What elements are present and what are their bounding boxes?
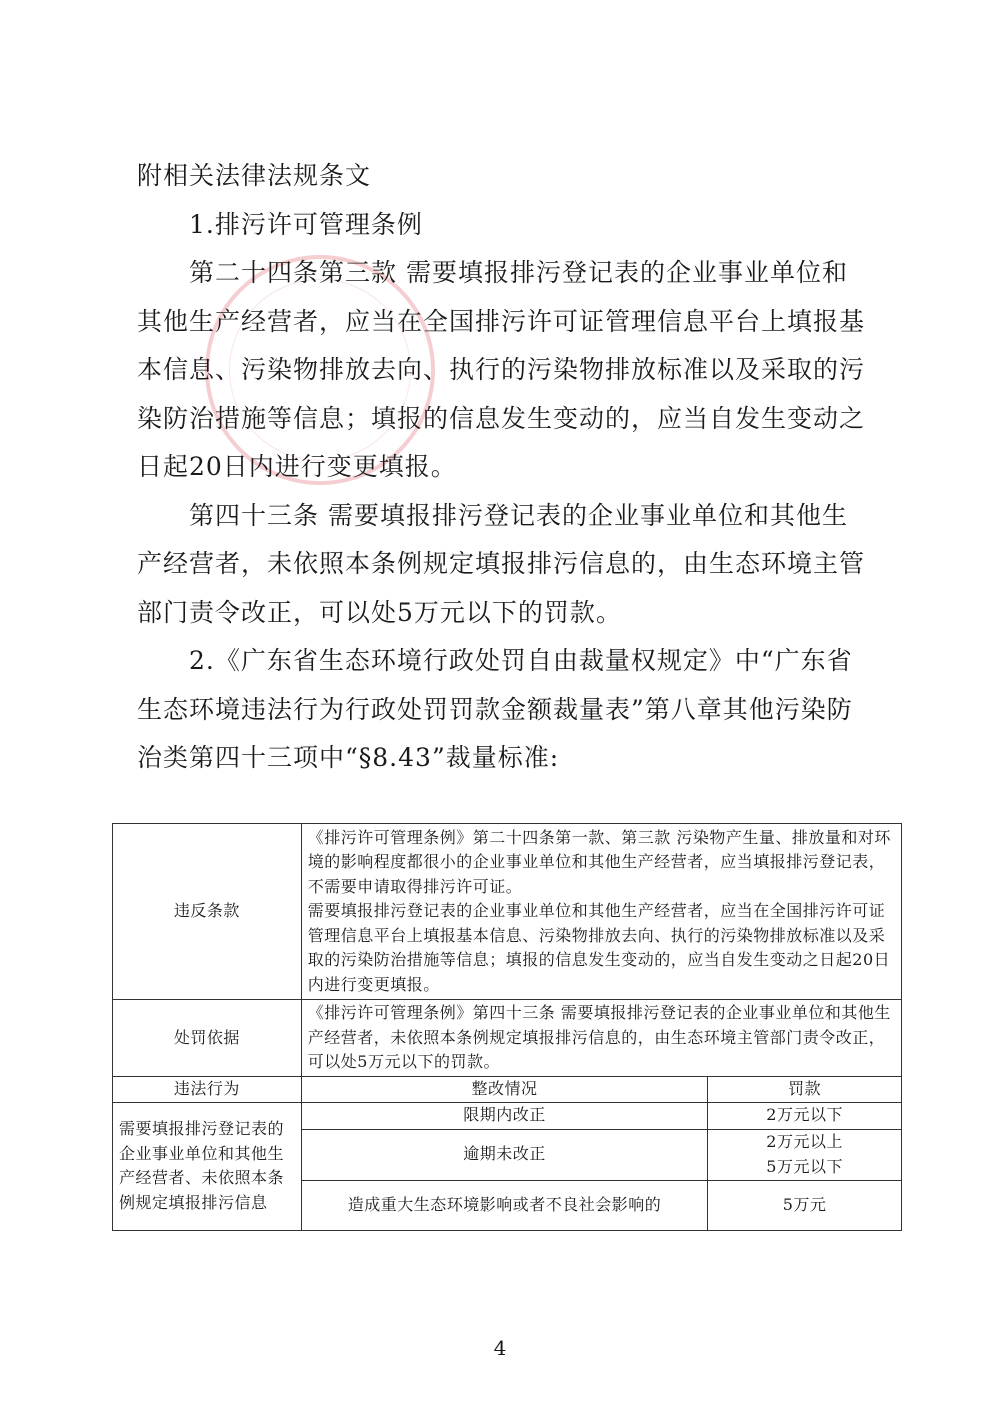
status-cell: 限期内改正 bbox=[301, 1102, 707, 1129]
document-heading: 附相关法律法规条文 bbox=[137, 161, 372, 190]
penalty-basis-row bbox=[113, 1000, 902, 1077]
behavior-header: 违法行为 bbox=[113, 1077, 302, 1103]
violated-clause-text-1: 《排污许可管理条例》第二十四条第一款、第三款 污染物产生量、排放量和对环境的影响程度都很小的企业事业单位和其他生产经营者，应当填报排污登记表，不需要申请取得排污许可证。 bbox=[307, 827, 891, 896]
violated-clause-label: 违反条款 bbox=[113, 824, 302, 1000]
violation-behavior-cell: 需要填报排污登记表的企业事业单位和其他生产经营者、未依照本条例规定填报排污信息 bbox=[113, 1102, 302, 1230]
article-24-paragraph: 第二十四条第三款 需要填报排污登记表的企业事业单位和其他生产经营者，应当在全国排污许可证管理信息平台上填报基本信息、污染物排放去向、执行的污染物排放标准以及采取的污染防治措施等信息；填报的信息发生变动的，应当自发生变动之日起20日内进行变更填报。 bbox=[137, 258, 866, 481]
article-43-paragraph: 第四十三条 需要填报排污登记表的企业事业单位和其他生产经营者，未依照本条例规定填报排污信息的，由生态环境主管部门责令改正，可以处5万元以下的罚款。 bbox=[137, 500, 866, 627]
section-2-paragraph: 2.《广东省生态环境行政处罚自由裁量权规定》中“广东省生态环境违法行为行政处罚罚款金额裁量表”第八章其他污染防治类第四十三项中“§8.43”裁量标准: bbox=[137, 646, 853, 772]
fine-line: 5万元以下 bbox=[766, 1156, 843, 1176]
fine-cell bbox=[708, 1129, 902, 1180]
table-row bbox=[113, 1102, 902, 1129]
status-header: 整改情况 bbox=[301, 1077, 707, 1103]
discretion-table bbox=[112, 823, 902, 1231]
fine-line: 2万元以上 bbox=[766, 1132, 843, 1151]
violated-clause-row bbox=[113, 824, 902, 1000]
violated-clause-text-2: 需要填报排污登记表的企业事业单位和其他生产经营者，应当在全国排污许可证管理信息平台上填报基本信息、污染物排放去向、执行的污染物排放标准以及采取的污染防治措施等信息；填报的信息发生变动的，应当自发生变动之日起20日内进行变更填报。 bbox=[307, 901, 891, 994]
penalty-basis-text: 《排污许可管理条例》第四十三条 需要填报排污登记表的企业事业单位和其他生产经营者，未依照本条例规定填报排污信息的，由生态环境主管部门责令改正，可以处5万元以下的罚款。 bbox=[301, 1000, 901, 1077]
section-1-title: 1.排污许可管理条例 bbox=[189, 209, 423, 239]
document-body bbox=[137, 152, 867, 783]
status-cell: 造成重大生态环境影响或者不良社会影响的 bbox=[301, 1180, 707, 1230]
fine-cell: 2万元以下 bbox=[708, 1102, 902, 1129]
violated-clause-content bbox=[301, 824, 901, 1000]
table-header-row bbox=[113, 1077, 902, 1103]
page-number: 4 bbox=[493, 1336, 507, 1360]
status-cell: 逾期未改正 bbox=[301, 1129, 707, 1180]
fine-header: 罚款 bbox=[708, 1077, 902, 1103]
penalty-basis-label: 处罚依据 bbox=[113, 1000, 302, 1077]
fine-cell: 5万元 bbox=[708, 1180, 902, 1230]
